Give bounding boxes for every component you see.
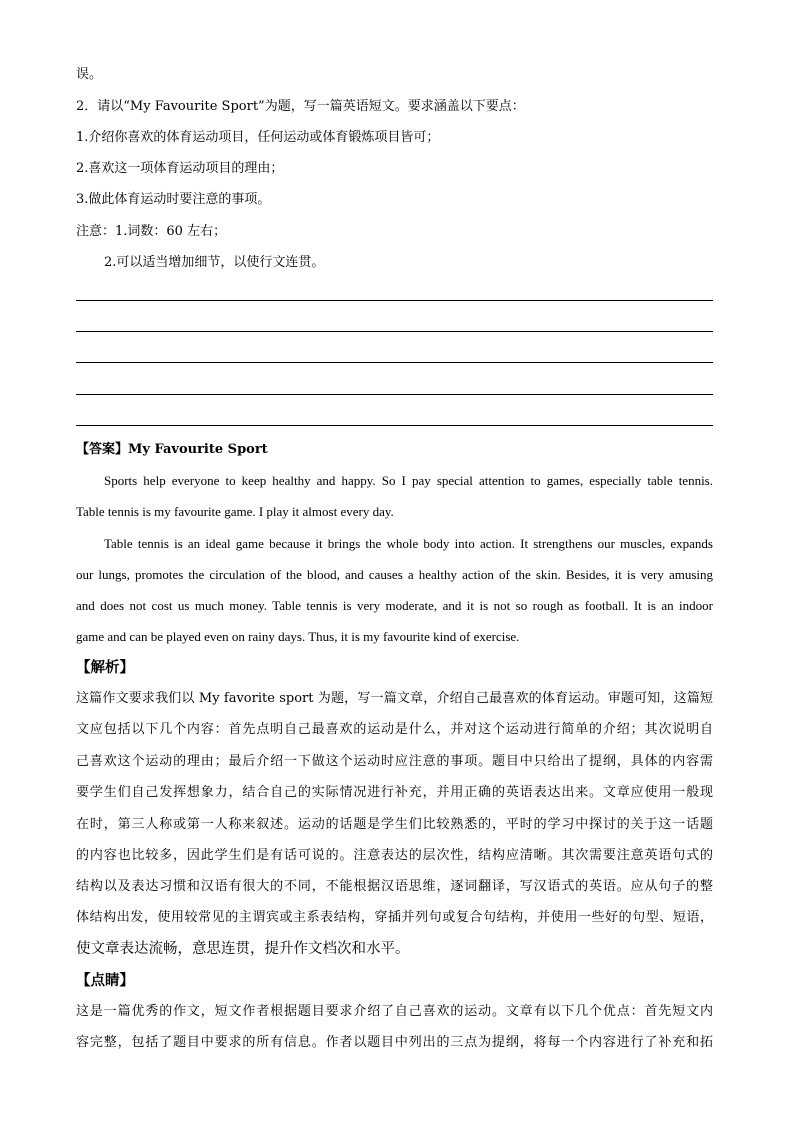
analysis-line-3: 己喜欢这个运动的理由；最后介绍一下做这个运动时应注意的事项。题目中只给出了提纲，具体的内容需 (76, 754, 713, 769)
answer-p2-line-2: our lungs, promotes the circulation of the blood, and causes a healthy action of the skin. Besides, it is very amusing (76, 567, 713, 582)
analysis-line-6: 的内容也比较多，因此学生们是有话可说的。注意表达的层次性，结构应清晰。其次需要注意英语句式的 (76, 848, 713, 863)
question-prompt: 2．请以“My Favourite Sport”为题，写一篇英语短文。要求涵盖以下要点： (76, 99, 525, 114)
question-note-1: 注意：1.词数：60 左右； (76, 224, 227, 239)
answer-label: 【答案】My Favourite Sport (76, 442, 268, 457)
answer-p2-line-3: and does not cost us much money. Table tennis is very moderate, and it is not so rough as football. It is an indoor (76, 598, 713, 613)
answer-p1-line-1: Sports help everyone to keep healthy and happy. So I pay special attention to games, especially table tennis. (104, 473, 713, 488)
comment-line-1: 这是一篇优秀的作文，短文作者根据题目要求介绍了自己喜欢的运动。文章有以下几个优点：首先短文内 (76, 1004, 713, 1019)
question-point-1: 1.介绍你喜欢的体育运动项目，任何运动或体育锻炼项目皆可； (76, 130, 440, 145)
question-line-0: 误。 (76, 67, 103, 82)
question-point-3: 3.做此体育运动时要注意的事项。 (76, 192, 271, 207)
analysis-line-1: 这篇作文要求我们以 My favorite sport 为题，写一篇文章，介绍自己最喜欢的体育运动。审题可知，这篇短 (76, 691, 713, 706)
comment-label: 【点睛】 (76, 972, 134, 989)
answer-p2-line-1: Table tennis is an ideal game because it brings the whole body into action. It strengthens our muscles, expands (104, 536, 713, 551)
analysis-line-8: 体结构出发，使用较常见的主谓宾或主系表结构，穿插并列句或复合句结构，并使用一些好的句型、短语， (76, 910, 713, 925)
writing-line (76, 300, 713, 301)
answer-p1-line-2: Table tennis is my favourite game. I play it almost every day. (76, 504, 394, 519)
answer-p2-line-4: game and can be played even on rainy days. Thus, it is my favourite kind of exercise. (76, 629, 520, 644)
writing-line (76, 362, 713, 363)
analysis-line-7: 结构以及表达习惯和汉语有很大的不同，不能根据汉语思维，逐词翻译，写汉语式的英语。应从句子的整 (76, 879, 713, 894)
analysis-line-4: 要学生们自己发挥想象力，结合自己的实际情况进行补充，并用正确的英语表达出来。文章应使用一般现 (76, 785, 713, 800)
analysis-label: 【解析】 (76, 659, 134, 676)
comment-line-2: 容完整，包括了题目中要求的所有信息。作者以题目中列出的三点为提纲，将每一个内容进行了补充和拓 (76, 1035, 713, 1050)
question-point-2: 2.喜欢这一项体育运动项目的理由； (76, 161, 284, 176)
writing-line (76, 425, 713, 426)
analysis-line-9: 使文章表达流畅，意思连贯，提升作文档次和水平。 (76, 941, 410, 957)
writing-line (76, 331, 713, 332)
question-note-2: 2.可以适当增加细节，以使行文连贯。 (104, 255, 325, 270)
analysis-line-2: 文应包括以下几个内容：首先点明自己最喜欢的运动是什么，并对这个运动进行简单的介绍；其次说明自 (76, 722, 713, 737)
analysis-line-5: 在时，第三人称或第一人称来叙述。运动的话题是学生们比较熟悉的，平时的学习中探讨的关于这一话题 (76, 817, 713, 832)
writing-line (76, 394, 713, 395)
